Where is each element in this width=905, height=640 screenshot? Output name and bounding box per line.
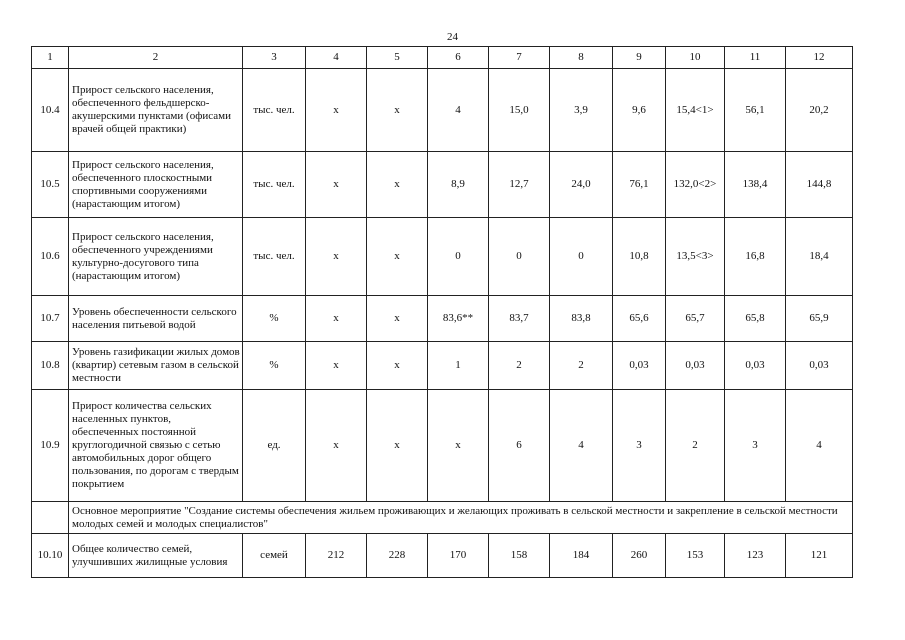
unit-cell: ед. (243, 390, 306, 502)
indicator-name: Прирост сельского населения, обеспеченного плоскостными спортивными сооружениями (нарастающим итогом) (69, 152, 243, 218)
value-cell: 65,8 (725, 296, 786, 342)
value-cell: 170 (428, 534, 489, 578)
value-cell: 16,8 (725, 218, 786, 296)
value-cell: 0 (428, 218, 489, 296)
value-cell: 228 (367, 534, 428, 578)
header-cell: 6 (428, 47, 489, 69)
value-cell: 212 (306, 534, 367, 578)
header-cell: 4 (306, 47, 367, 69)
value-cell: 83,8 (550, 296, 613, 342)
row-number: 10.8 (32, 342, 69, 390)
value-cell: 15,4<1> (666, 69, 725, 152)
header-cell: 8 (550, 47, 613, 69)
value-cell: х (367, 218, 428, 296)
indicator-table (31, 46, 853, 578)
table-row (32, 69, 853, 152)
header-cell: 7 (489, 47, 550, 69)
indicator-name: Уровень обеспеченности сельского населения питьевой водой (69, 296, 243, 342)
section-row (32, 502, 853, 534)
section-number-cell (32, 502, 69, 534)
header-cell: 1 (32, 47, 69, 69)
value-cell: х (306, 152, 367, 218)
value-cell: 4 (550, 390, 613, 502)
unit-cell: тыс. чел. (243, 69, 306, 152)
value-cell: х (306, 390, 367, 502)
row-number: 10.5 (32, 152, 69, 218)
value-cell: 0,03 (666, 342, 725, 390)
row-number: 10.10 (32, 534, 69, 578)
value-cell: 0,03 (613, 342, 666, 390)
value-cell: 24,0 (550, 152, 613, 218)
table-row (32, 152, 853, 218)
value-cell: 158 (489, 534, 550, 578)
unit-cell: % (243, 296, 306, 342)
value-cell: 138,4 (725, 152, 786, 218)
table-row (32, 342, 853, 390)
value-cell: х (367, 296, 428, 342)
unit-cell: тыс. чел. (243, 218, 306, 296)
value-cell: 20,2 (786, 69, 853, 152)
value-cell: 0,03 (725, 342, 786, 390)
value-cell: 18,4 (786, 218, 853, 296)
value-cell: 65,7 (666, 296, 725, 342)
value-cell: х (367, 69, 428, 152)
value-cell: 260 (613, 534, 666, 578)
header-row (32, 47, 853, 69)
value-cell: 12,7 (489, 152, 550, 218)
value-cell: 2 (550, 342, 613, 390)
table-row (32, 390, 853, 502)
value-cell: 15,0 (489, 69, 550, 152)
value-cell: 1 (428, 342, 489, 390)
value-cell: 76,1 (613, 152, 666, 218)
table-row (32, 534, 853, 578)
value-cell: х (367, 390, 428, 502)
value-cell: 9,6 (613, 69, 666, 152)
header-cell: 3 (243, 47, 306, 69)
value-cell: 65,6 (613, 296, 666, 342)
indicator-name: Прирост сельского населения, обеспеченного учреждениями культурно-досугового типа (нарастающим итогом) (69, 218, 243, 296)
value-cell: 83,7 (489, 296, 550, 342)
unit-cell: семей (243, 534, 306, 578)
header-cell: 9 (613, 47, 666, 69)
value-cell: 2 (489, 342, 550, 390)
value-cell: 184 (550, 534, 613, 578)
value-cell: 2 (666, 390, 725, 502)
value-cell: х (306, 296, 367, 342)
table-row (32, 296, 853, 342)
indicator-name: Прирост количества сельских населенных пунктов, обеспеченных постоянной круглогодичной связью с сетью автомобильных дорог общего пользования, по дорогам с твердым покрытием (69, 390, 243, 502)
value-cell: 65,9 (786, 296, 853, 342)
unit-cell: % (243, 342, 306, 390)
value-cell: 123 (725, 534, 786, 578)
value-cell: 3,9 (550, 69, 613, 152)
value-cell: 13,5<3> (666, 218, 725, 296)
row-number: 10.9 (32, 390, 69, 502)
header-cell: 2 (69, 47, 243, 69)
value-cell: х (428, 390, 489, 502)
value-cell: 56,1 (725, 69, 786, 152)
value-cell: 4 (428, 69, 489, 152)
indicator-name: Прирост сельского населения, обеспеченного фельдшерско-акушерскими пунктами (офисами врачей общей практики) (69, 69, 243, 152)
value-cell: 153 (666, 534, 725, 578)
value-cell: 0 (489, 218, 550, 296)
header-cell: 10 (666, 47, 725, 69)
value-cell: 0 (550, 218, 613, 296)
value-cell: х (367, 342, 428, 390)
value-cell: 3 (725, 390, 786, 502)
header-cell: 5 (367, 47, 428, 69)
value-cell: х (306, 218, 367, 296)
indicator-name: Уровень газификации жилых домов (квартир) сетевым газом в сельской местности (69, 342, 243, 390)
value-cell: 4 (786, 390, 853, 502)
value-cell: 8,9 (428, 152, 489, 218)
value-cell: 0,03 (786, 342, 853, 390)
value-cell: 83,6** (428, 296, 489, 342)
value-cell: 10,8 (613, 218, 666, 296)
value-cell: 132,0<2> (666, 152, 725, 218)
table-row (32, 218, 853, 296)
section-heading: Основное мероприятие "Создание системы обеспечения жильем проживающих и желающих проживать в сельской местности и закрепление в сельской местности молодых семей и молодых специалистов" (69, 502, 853, 534)
value-cell: х (306, 342, 367, 390)
value-cell: 6 (489, 390, 550, 502)
row-number: 10.4 (32, 69, 69, 152)
page-number: 24 (447, 31, 458, 43)
indicator-name: Общее количество семей, улучшивших жилищные условия (69, 534, 243, 578)
value-cell: х (306, 69, 367, 152)
header-cell: 12 (786, 47, 853, 69)
value-cell: 3 (613, 390, 666, 502)
header-cell: 11 (725, 47, 786, 69)
unit-cell: тыс. чел. (243, 152, 306, 218)
value-cell: 121 (786, 534, 853, 578)
row-number: 10.7 (32, 296, 69, 342)
value-cell: х (367, 152, 428, 218)
row-number: 10.6 (32, 218, 69, 296)
value-cell: 144,8 (786, 152, 853, 218)
